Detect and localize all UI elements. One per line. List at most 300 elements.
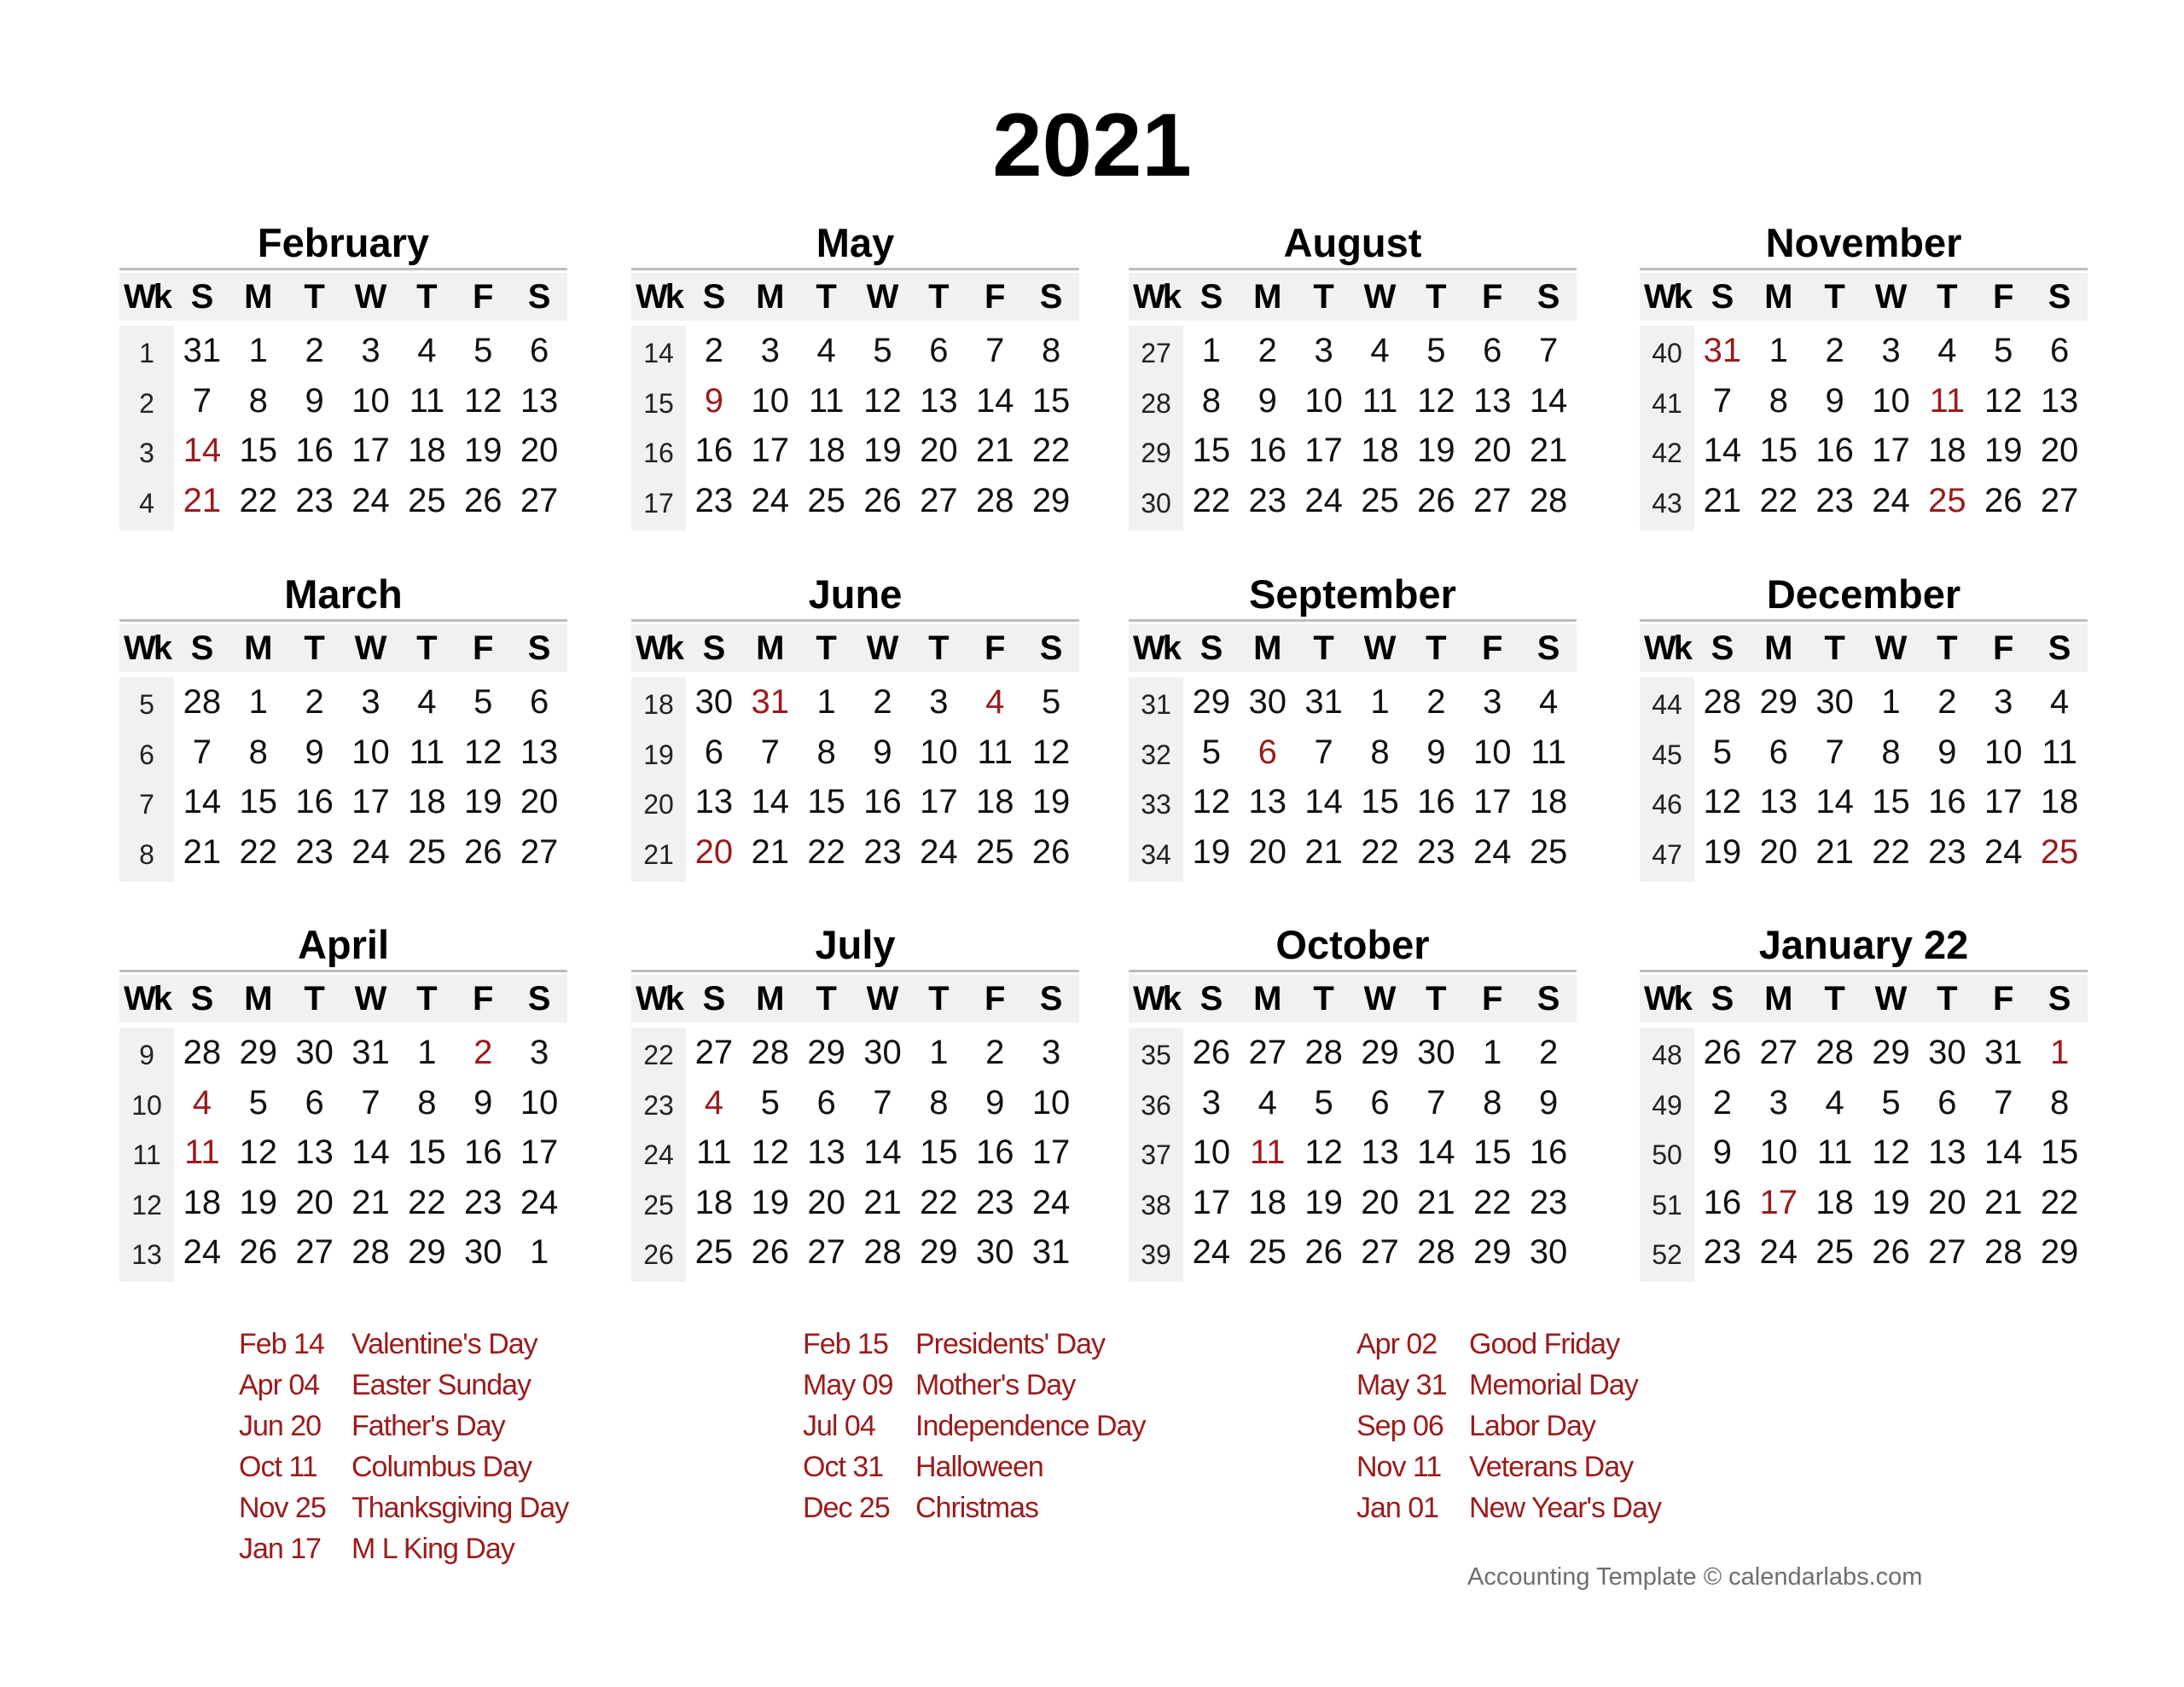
day-cell: 8 [1769, 381, 1788, 420]
weekday-label: T [816, 278, 837, 316]
month-title: March [119, 570, 567, 622]
week-row [631, 777, 1079, 827]
day-cell: 27 [1248, 1034, 1287, 1071]
day-cell: 11 [1816, 1133, 1853, 1171]
holiday-item [1356, 1365, 1868, 1406]
day-cell: 23 [1417, 832, 1455, 871]
holiday-day-cell: 4 [985, 683, 1005, 721]
day-cell: 7 [192, 733, 212, 771]
day-cell: 3 [1994, 683, 2013, 721]
holiday-date: Sep 06 [1356, 1410, 1443, 1442]
weekday-label: S [702, 629, 726, 667]
day-cell: 5 [1314, 1083, 1333, 1122]
month-title: November [1640, 218, 2088, 270]
day-cell: 9 [305, 381, 324, 420]
day-cell: 17 [1472, 783, 1512, 820]
day-cell: 24 [520, 1183, 559, 1221]
day-cell: 8 [816, 733, 836, 771]
holiday-item [239, 1365, 751, 1406]
day-cell: 3 [1881, 332, 1901, 369]
week-row [1640, 1078, 2088, 1128]
weekday-label: T [816, 629, 837, 667]
month-title: January 22 [1640, 920, 2088, 972]
day-cell: 1 [248, 683, 268, 721]
day-cell: 28 [351, 1233, 390, 1271]
weekday-label: F [472, 629, 494, 667]
day-cell: 2 [1825, 332, 1844, 369]
day-cell: 7 [1314, 733, 1333, 771]
day-cell: 16 [463, 1133, 502, 1171]
holiday-name: Mother's Day [915, 1369, 1076, 1401]
holiday-date: Jun 20 [239, 1410, 322, 1442]
week-row [1129, 677, 1577, 728]
day-cell: 5 [1426, 332, 1446, 369]
day-cell: 1 [1370, 683, 1390, 721]
day-cell: 15 [807, 783, 845, 820]
week-number: 14 [631, 326, 686, 380]
week-row [1640, 1178, 2088, 1228]
day-cell: 9 [1426, 733, 1446, 771]
day-cell: 14 [1304, 783, 1343, 820]
holiday-name: Thanksgiving Day [351, 1492, 569, 1524]
day-cell: 22 [1031, 432, 1071, 469]
day-cell: 4 [417, 683, 437, 721]
day-cell: 14 [1815, 783, 1854, 820]
day-cell: 12 [1304, 1133, 1343, 1171]
week-number: 48 [1640, 1028, 1694, 1082]
week-number: 50 [1640, 1128, 1694, 1182]
week-row [1640, 677, 2088, 728]
weekday-header [1129, 624, 1577, 672]
day-cell: 8 [1201, 381, 1222, 420]
day-cell: 13 [520, 733, 559, 771]
day-cell: 15 [239, 432, 278, 469]
day-cell: 26 [239, 1233, 278, 1271]
day-cell: 8 [248, 733, 268, 771]
holiday-item [1356, 1487, 1868, 1528]
day-cell: 30 [863, 1034, 902, 1071]
week-number: 10 [119, 1078, 174, 1133]
holiday-name: Christmas [915, 1492, 1039, 1524]
holiday-item [239, 1528, 751, 1569]
week-number: 45 [1640, 728, 1694, 782]
weekday-label: W [1363, 278, 1397, 316]
day-cell: 2 [1712, 1083, 1733, 1122]
week-number: 15 [631, 376, 686, 431]
day-cell: 30 [1928, 1034, 1966, 1071]
day-cell: 5 [1201, 733, 1222, 771]
day-cell: 17 [351, 783, 390, 820]
week-number: 16 [631, 426, 686, 480]
week-number: 17 [631, 476, 686, 530]
day-cell: 3 [361, 683, 380, 721]
weekday-label: T [928, 980, 950, 1017]
day-cell: 5 [1881, 1083, 1901, 1122]
day-cell: 8 [1041, 332, 1061, 369]
month-title: April [119, 920, 567, 972]
week-row [631, 827, 1079, 878]
week-number: 47 [1640, 827, 1694, 882]
week-row [1640, 426, 2088, 476]
day-cell: 29 [2040, 1233, 2079, 1271]
week-number: 44 [1640, 677, 1694, 732]
week-row [119, 1227, 567, 1278]
week-row [1129, 827, 1577, 878]
week-row [119, 1128, 567, 1178]
holiday-name: Memorial Day [1469, 1369, 1638, 1401]
week-row [1640, 326, 2088, 376]
week-number: 21 [631, 827, 686, 882]
day-cell: 21 [1703, 481, 1742, 519]
weekday-label: S [2048, 980, 2071, 1017]
day-cell: 8 [1483, 1083, 1502, 1122]
weekday-label: M [756, 980, 785, 1017]
weekday-label: S [1199, 629, 1223, 667]
week-row [1640, 476, 2088, 526]
day-cell: 29 [807, 1034, 845, 1071]
day-cell: 31 [351, 1034, 390, 1071]
day-cell: 22 [1472, 1183, 1512, 1221]
week-row [119, 376, 567, 426]
week-row [631, 677, 1079, 728]
holiday-item [803, 1446, 1315, 1487]
day-cell: 9 [1937, 733, 1957, 771]
day-cell: 31 [1984, 1034, 2023, 1071]
weekday-header [119, 273, 567, 321]
month-title: July [631, 920, 1079, 972]
day-cell: 21 [863, 1183, 902, 1221]
day-cell: 24 [1304, 481, 1343, 519]
weekday-label: T [1426, 278, 1447, 316]
month-title: December [1640, 570, 2088, 622]
month-title: June [631, 570, 1079, 622]
weekday-label: S [190, 278, 214, 316]
month-title: February [119, 218, 567, 270]
day-cell: 25 [975, 832, 1014, 871]
day-cell: 15 [1192, 432, 1231, 469]
day-cell: 19 [1031, 783, 1071, 820]
day-cell: 21 [351, 1183, 390, 1221]
day-cell: 2 [1258, 332, 1277, 369]
month-title: August [1129, 218, 1577, 270]
weekday-label: T [1824, 629, 1845, 667]
day-cell: 19 [463, 432, 502, 469]
day-cell: 2 [873, 683, 892, 721]
day-cell: 8 [1881, 733, 1901, 771]
holiday-item [803, 1324, 1315, 1365]
day-cell: 1 [529, 1233, 549, 1271]
holiday-name: Easter Sunday [351, 1369, 531, 1401]
day-cell: 7 [1994, 1083, 2013, 1122]
day-cell: 21 [1304, 832, 1343, 871]
holiday-day-cell: 14 [183, 432, 222, 469]
weekday-label: S [1199, 278, 1223, 316]
footer-credit: Accounting Template © calendarlabs.com [1467, 1563, 1923, 1591]
day-cell: 21 [1815, 832, 1854, 871]
day-cell: 3 [929, 683, 949, 721]
week-number: 1 [119, 326, 174, 380]
week-number: 46 [1640, 777, 1694, 832]
week-row [631, 1128, 1079, 1178]
day-cell: 11 [977, 733, 1013, 771]
month-may [631, 218, 1079, 525]
weekday-label: F [1481, 629, 1503, 667]
day-cell: 26 [1304, 1233, 1343, 1271]
weekday-label: S [1039, 980, 1063, 1017]
week-number: 34 [1129, 827, 1183, 882]
month-august [1129, 218, 1577, 525]
holiday-day-cell: 4 [192, 1083, 212, 1122]
weekday-label: S [190, 629, 214, 667]
day-cell: 24 [1872, 481, 1910, 519]
day-cell: 25 [1361, 481, 1399, 519]
weekday-label: S [702, 980, 726, 1017]
day-cell: 29 [1872, 1034, 1910, 1071]
week-number-header: Wk [636, 278, 682, 316]
holiday-item [239, 1446, 751, 1487]
day-cell: 30 [463, 1233, 502, 1271]
weekday-label: W [354, 278, 387, 316]
holiday-name: Veterans Day [1469, 1451, 1634, 1483]
month-june [631, 570, 1079, 877]
day-cell: 18 [1248, 1183, 1287, 1221]
week-number-header: Wk [636, 980, 682, 1017]
weekday-header [1129, 975, 1577, 1023]
holiday-day-cell: 9 [704, 381, 724, 420]
holiday-day-cell: 20 [694, 832, 734, 871]
week-number: 26 [631, 1227, 686, 1282]
weekday-label: S [1536, 278, 1560, 316]
day-cell: 21 [1984, 1183, 2023, 1221]
holiday-date: May 31 [1356, 1369, 1447, 1401]
week-row [119, 476, 567, 526]
day-cell: 10 [1984, 733, 2023, 771]
week-row [1129, 476, 1577, 526]
week-row [631, 1178, 1079, 1228]
day-cell: 27 [1759, 1034, 1798, 1071]
day-cell: 27 [520, 832, 559, 871]
day-cell: 6 [1483, 332, 1502, 369]
week-row [119, 1078, 567, 1128]
month-title: May [631, 218, 1079, 270]
day-cell: 28 [183, 1034, 222, 1071]
day-cell: 17 [1304, 432, 1343, 469]
day-cell: 24 [1031, 1183, 1071, 1221]
weekday-label: M [1764, 278, 1793, 316]
day-cell: 11 [409, 733, 445, 771]
week-row [1640, 827, 2088, 878]
day-cell: 2 [704, 332, 724, 369]
day-cell: 16 [1928, 783, 1966, 820]
day-cell: 5 [473, 332, 493, 369]
holiday-column [1356, 1324, 1868, 1528]
weekday-label: S [1039, 278, 1063, 316]
day-cell: 18 [1928, 432, 1966, 469]
holiday-day-cell: 2 [473, 1034, 493, 1071]
day-cell: 14 [863, 1133, 902, 1171]
weekday-label: W [354, 980, 387, 1017]
week-number: 37 [1129, 1128, 1183, 1182]
week-row [119, 777, 567, 827]
day-cell: 4 [1370, 332, 1390, 369]
day-cell: 14 [975, 381, 1014, 420]
holiday-date: Oct 11 [239, 1451, 317, 1483]
day-cell: 24 [1472, 832, 1512, 871]
week-number: 24 [631, 1128, 686, 1182]
day-cell: 22 [2040, 1183, 2079, 1221]
day-cell: 6 [929, 332, 949, 369]
day-cell: 20 [1472, 432, 1512, 469]
day-cell: 6 [2049, 332, 2070, 369]
month-april [119, 920, 567, 1278]
day-cell: 19 [751, 1183, 790, 1221]
weekday-label: S [1199, 980, 1223, 1017]
day-cell: 29 [1192, 683, 1231, 721]
weekday-label: W [1363, 629, 1397, 667]
day-cell: 25 [408, 481, 446, 519]
week-number-header: Wk [636, 629, 682, 667]
day-cell: 11 [1362, 381, 1398, 420]
day-cell: 19 [1304, 1183, 1343, 1221]
day-cell: 2 [305, 683, 324, 721]
day-cell: 16 [1815, 432, 1854, 469]
weekday-label: W [1874, 629, 1908, 667]
week-number: 4 [119, 476, 174, 530]
day-cell: 24 [920, 832, 958, 871]
week-number: 11 [119, 1128, 174, 1182]
weekday-header [119, 624, 567, 672]
day-cell: 8 [248, 381, 268, 420]
day-cell: 13 [920, 381, 958, 420]
day-cell: 24 [183, 1233, 222, 1271]
day-cell: 28 [1529, 481, 1568, 519]
weekday-label: T [1426, 980, 1447, 1017]
week-number: 19 [631, 728, 686, 782]
day-cell: 25 [694, 1233, 734, 1271]
day-cell: 22 [239, 481, 278, 519]
day-cell: 31 [183, 332, 222, 369]
week-row [119, 1178, 567, 1228]
day-cell: 1 [1881, 683, 1901, 721]
week-number: 23 [631, 1078, 686, 1133]
weekday-label: M [244, 980, 273, 1017]
day-cell: 22 [1759, 481, 1798, 519]
week-row [1129, 728, 1577, 778]
holiday-name: Valentine's Day [351, 1328, 537, 1360]
holiday-date: Oct 31 [803, 1451, 884, 1483]
holiday-date: Jan 17 [239, 1533, 322, 1565]
day-cell: 25 [1248, 1233, 1287, 1271]
day-cell: 7 [760, 733, 780, 771]
day-cell: 25 [408, 832, 446, 871]
day-cell: 30 [694, 683, 734, 721]
week-number-header: Wk [124, 278, 170, 316]
week-row [631, 426, 1079, 476]
weekday-label: F [984, 278, 1006, 316]
day-cell: 24 [1192, 1233, 1231, 1271]
day-cell: 10 [1472, 733, 1512, 771]
weekday-label: M [244, 278, 273, 316]
day-cell: 10 [351, 733, 390, 771]
weekday-header [1640, 624, 2088, 672]
day-cell: 14 [1529, 381, 1568, 420]
day-cell: 11 [1531, 733, 1566, 771]
day-cell: 4 [1937, 332, 1957, 369]
weekday-label: T [1824, 278, 1845, 316]
day-cell: 18 [1529, 783, 1568, 820]
week-number: 27 [1129, 326, 1183, 380]
day-cell: 16 [863, 783, 902, 820]
day-cell: 15 [1759, 432, 1798, 469]
day-cell: 30 [1815, 683, 1854, 721]
day-cell: 15 [239, 783, 278, 820]
holiday-day-cell: 25 [2040, 832, 2079, 871]
day-cell: 21 [1417, 1183, 1455, 1221]
week-number: 52 [1640, 1227, 1694, 1282]
day-cell: 7 [1538, 332, 1559, 369]
week-number: 30 [1129, 476, 1183, 530]
day-cell: 20 [1361, 1183, 1399, 1221]
day-cell: 17 [920, 783, 958, 820]
week-number: 20 [631, 777, 686, 832]
day-cell: 6 [305, 1083, 324, 1122]
week-row [119, 677, 567, 728]
week-number: 13 [119, 1227, 174, 1282]
day-cell: 3 [1201, 1083, 1222, 1122]
day-cell: 16 [1703, 1183, 1742, 1221]
day-cell: 12 [863, 381, 902, 420]
day-cell: 30 [1248, 683, 1287, 721]
weekday-header [1640, 273, 2088, 321]
day-cell: 29 [239, 1034, 278, 1071]
day-cell: 10 [351, 381, 390, 420]
day-cell: 20 [1928, 1183, 1966, 1221]
weekday-label: W [1874, 278, 1908, 316]
day-cell: 9 [873, 733, 892, 771]
weekday-label: T [1313, 980, 1334, 1017]
day-cell: 13 [2040, 381, 2079, 420]
day-cell: 12 [1872, 1133, 1910, 1171]
weekday-label: F [472, 980, 494, 1017]
day-cell: 17 [1031, 1133, 1071, 1171]
week-number-header: Wk [1644, 980, 1690, 1017]
holiday-column [239, 1324, 751, 1569]
day-cell: 19 [1192, 832, 1231, 871]
week-row [1129, 777, 1577, 827]
day-cell: 23 [295, 481, 334, 519]
day-cell: 26 [1872, 1233, 1910, 1271]
day-cell: 23 [863, 832, 902, 871]
day-cell: 15 [1361, 783, 1399, 820]
day-cell: 24 [351, 481, 390, 519]
weekday-label: T [1313, 629, 1334, 667]
holiday-name: New Year's Day [1469, 1492, 1661, 1524]
weekday-label: T [1824, 980, 1845, 1017]
week-number: 36 [1129, 1078, 1183, 1133]
day-cell: 25 [1529, 832, 1568, 871]
week-row [1640, 1028, 2088, 1078]
holiday-date: Nov 25 [239, 1492, 326, 1524]
day-cell: 14 [183, 783, 222, 820]
holiday-item [803, 1406, 1315, 1446]
weekday-label: W [866, 278, 899, 316]
day-cell: 15 [1472, 1133, 1512, 1171]
day-cell: 20 [920, 432, 958, 469]
weekday-label: W [866, 629, 899, 667]
day-cell: 9 [985, 1083, 1005, 1122]
week-number: 38 [1129, 1178, 1183, 1232]
holiday-day-cell: 4 [704, 1083, 724, 1122]
